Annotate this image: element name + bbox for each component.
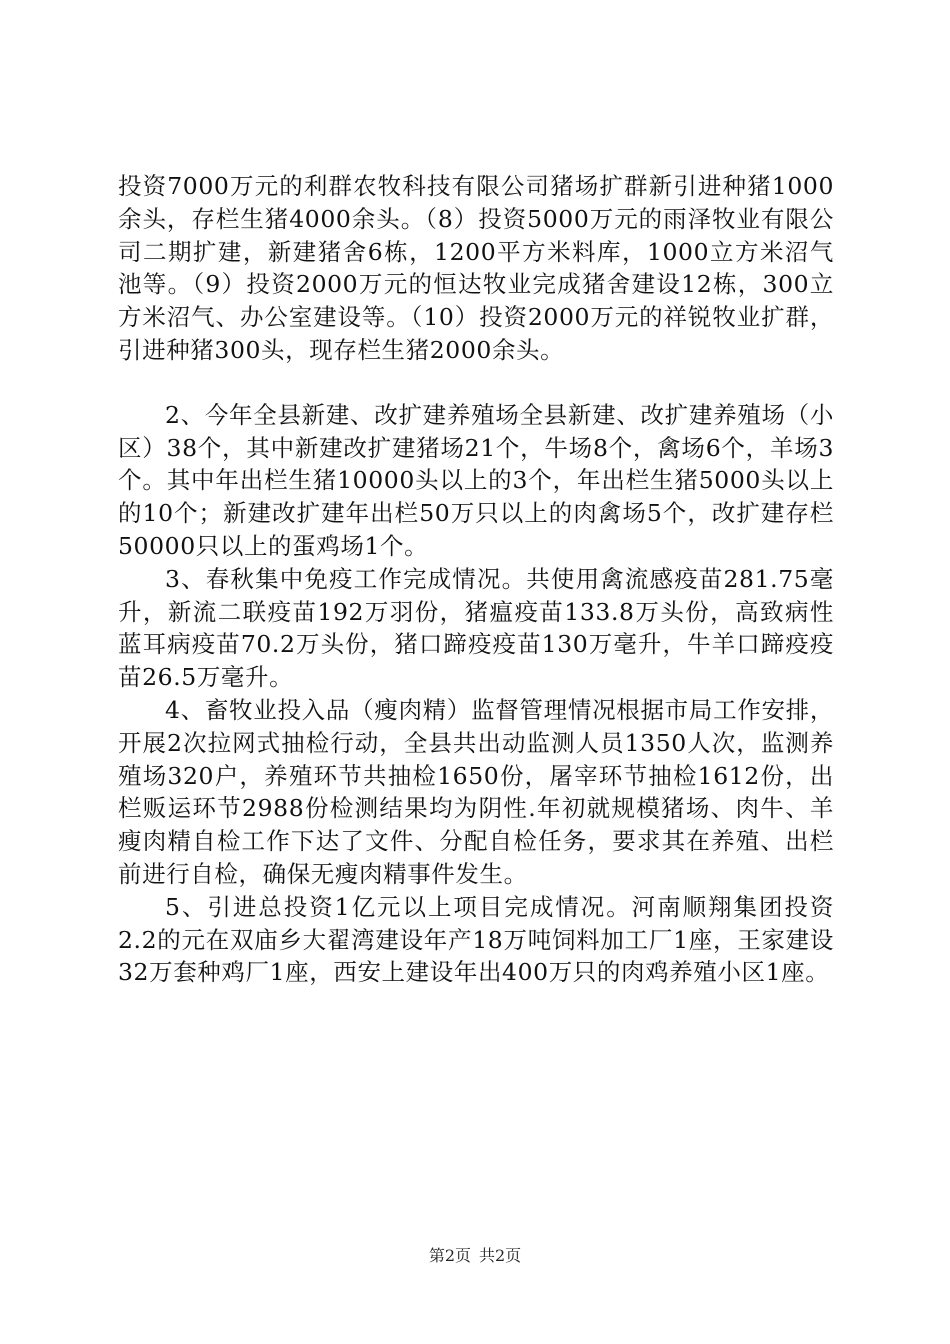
paragraph-clenbuterol-supervision: 4、畜牧业投入品（瘦肉精）监督管理情况根据市局工作安排，开展2次拉网式抽检行动，全县共出动监测人员1350人次，监测养殖场320户，养殖环节共抽检1650份，屠宰环节抽检1612份，出栏贩运环节2988份检测结果均为阴性.年初就规模猪场、肉牛、羊瘦肉精自检工作下达了文件、分配自检任务，要求其在养殖、出栏前进行自检，确保无瘦肉精事件发生。 <box>118 695 834 888</box>
paragraph-major-projects: 5、引进总投资1亿元以上项目完成情况。河南顺翔集团投资2.2的元在双庙乡大翟湾建设年产18万吨饲料加工厂1座，王家建设32万套种鸡厂1座，西安上建设年出400万只的肉鸡养殖小区1座。 <box>118 892 834 987</box>
paragraph-gap <box>118 367 834 399</box>
document-body <box>118 170 834 989</box>
paragraph-livestock-investment: 投资7000万元的利群农牧科技有限公司猪场扩群新引进种猪1000余头，存栏生猪4000余头。（8）投资5000万元的雨泽牧业有限公司二期扩建，新建猪舍6栋，1200平方米料库，1000立方米沼气池等。（9）投资2000万元的恒达牧业完成猪舍建设12栋，300立方米沼气、办公室建设等。（10）投资2000万元的祥锐牧业扩群，引进种猪300头，现存栏生猪2000余头。 <box>118 172 834 364</box>
page-total: 共2页 <box>479 1246 522 1265</box>
paragraph-new-farms: 2、今年全县新建、改扩建养殖场全县新建、改扩建养殖场（小区）38个，其中新建改扩建猪场21个，牛场8个，禽场6个，羊场3个。其中年出栏生猪10000头以上的3个，年出栏生猪5000头以上的10个；新建改扩建年出栏50万只以上的肉禽场5个，改扩建存栏50000只以上的蛋鸡场1个。 <box>118 400 834 560</box>
paragraph-immunization: 3、春秋集中免疫工作完成情况。共使用禽流感疫苗281.75毫升，新流二联疫苗192万羽份，猪瘟疫苗133.8万头份，高致病性蓝耳病疫苗70.2万头份，猪口蹄疫疫苗130万毫升，牛羊口蹄疫疫苗26.5万毫升。 <box>118 564 834 692</box>
page-footer <box>0 1246 950 1266</box>
page-number: 第2页 <box>428 1246 471 1265</box>
